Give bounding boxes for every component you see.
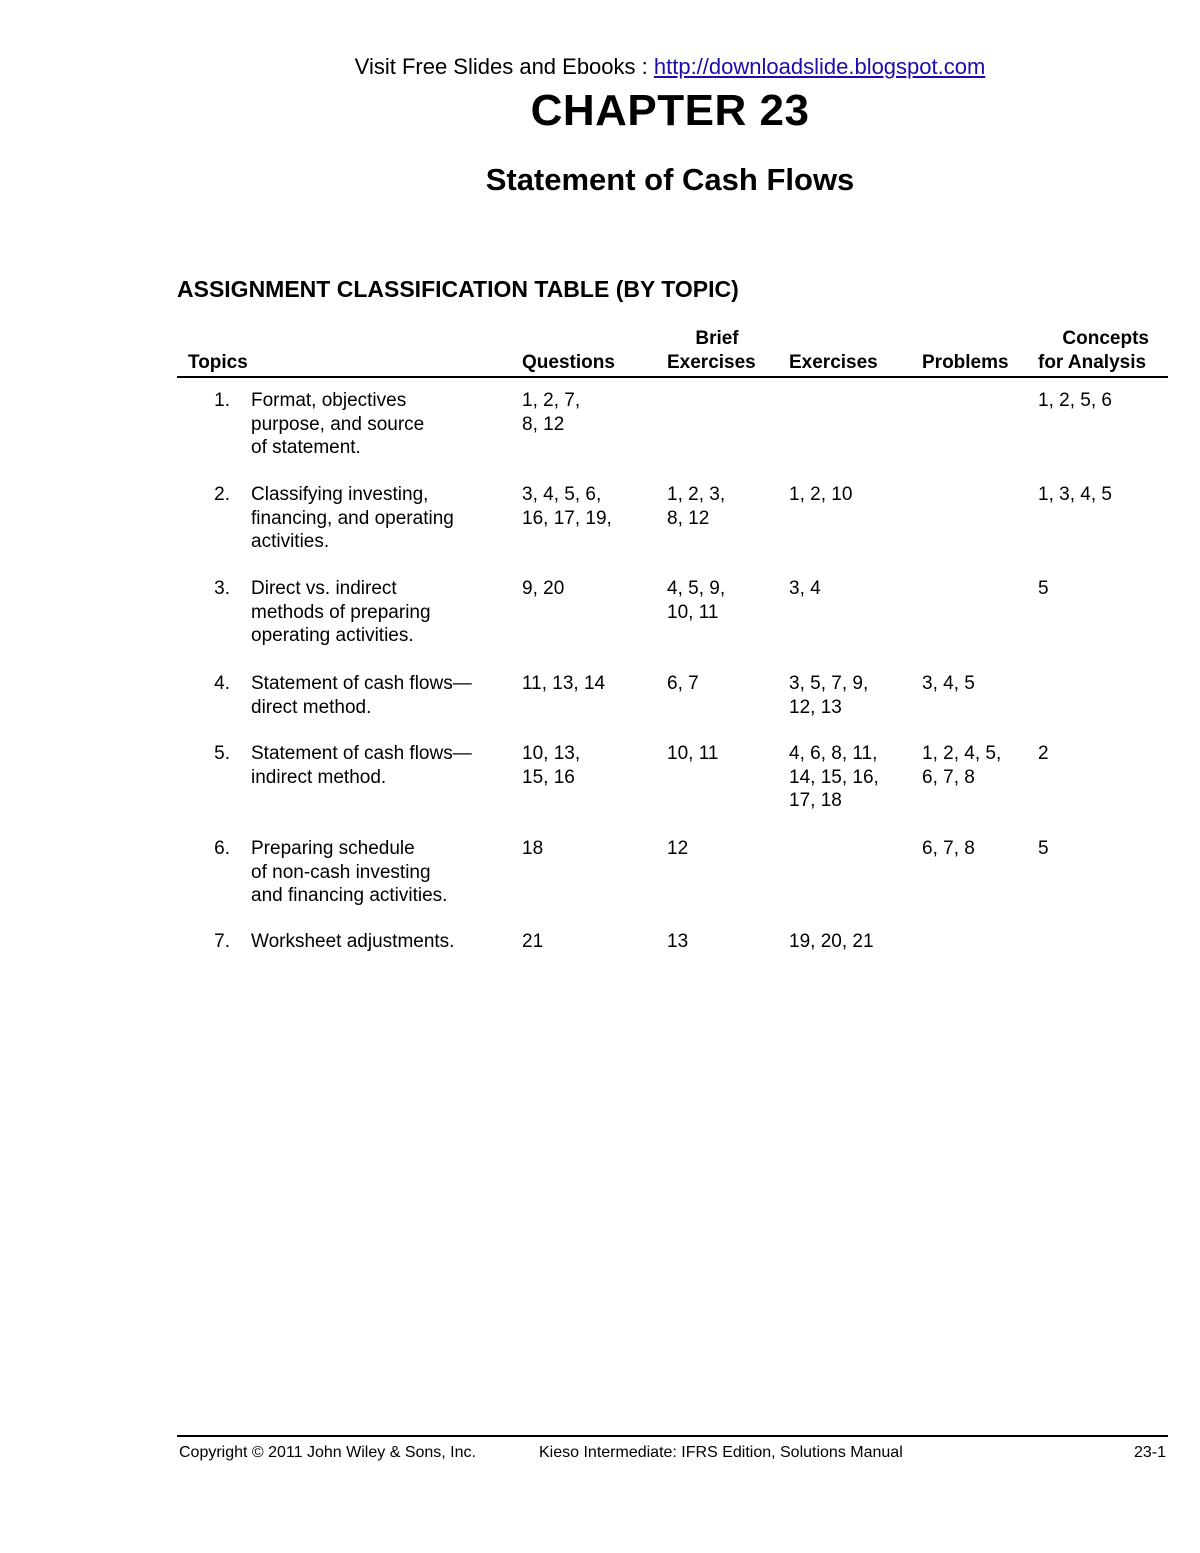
row-questions: 18 bbox=[522, 838, 544, 859]
row-topic: Classifying investing, financing, and operating activities. bbox=[251, 484, 454, 552]
row-questions: 3, 4, 5, 6, 16, 17, 19, bbox=[522, 484, 612, 529]
footer-rule bbox=[177, 1435, 1168, 1437]
download-banner bbox=[0, 54, 1200, 80]
row-topic: Statement of cash flows— indirect method. bbox=[251, 743, 472, 788]
footer-page-number: 23-1 bbox=[1133, 1444, 1166, 1461]
header-brief-top: Brief bbox=[695, 328, 739, 349]
row-brief: 6, 7 bbox=[667, 673, 699, 694]
row-concepts: 5 bbox=[1038, 578, 1049, 599]
row-brief: 1, 2, 3, 8, 12 bbox=[667, 484, 726, 529]
row-questions: 11, 13, 14 bbox=[522, 673, 606, 694]
row-exercises: 3, 4 bbox=[789, 578, 821, 599]
banner-link[interactable]: http://downloadslide.blogspot.com bbox=[653, 54, 986, 79]
row-problems: 1, 2, 4, 5, 6, 7, 8 bbox=[922, 743, 1002, 788]
row-questions: 1, 2, 7, 8, 12 bbox=[522, 390, 581, 435]
row-concepts: 1, 2, 5, 6 bbox=[1038, 390, 1112, 411]
row-exercises: 4, 6, 8, 11, 14, 15, 16, 17, 18 bbox=[789, 743, 879, 811]
row-questions: 9, 20 bbox=[522, 578, 565, 599]
row-number: 1. bbox=[214, 390, 230, 411]
row-exercises: 1, 2, 10 bbox=[789, 484, 853, 505]
row-topic: Worksheet adjustments. bbox=[251, 931, 455, 952]
header-rule bbox=[177, 376, 1168, 378]
row-problems: 3, 4, 5 bbox=[922, 673, 975, 694]
chapter-subtitle: Statement of Cash Flows bbox=[485, 162, 855, 197]
row-topic: Preparing schedule of non-cash investing and financing activities. bbox=[251, 838, 448, 906]
row-brief: 4, 5, 9, 10, 11 bbox=[667, 578, 726, 623]
footer-book-title: Kieso Intermediate: IFRS Edition, Solutions Manual bbox=[539, 1444, 903, 1461]
header-problems: Problems bbox=[922, 352, 1009, 373]
row-number: 6. bbox=[214, 838, 230, 859]
header-topics: Topics bbox=[188, 352, 248, 373]
header-concepts-top: Concepts bbox=[1062, 328, 1149, 349]
banner-text: Visit Free Slides and Ebooks : bbox=[354, 54, 654, 79]
header-questions: Questions bbox=[522, 352, 615, 373]
row-number: 5. bbox=[214, 743, 230, 764]
row-topic: Statement of cash flows— direct method. bbox=[251, 673, 472, 718]
row-questions: 10, 13, 15, 16 bbox=[522, 743, 581, 788]
header-exercises: Exercises bbox=[789, 352, 878, 373]
row-number: 7. bbox=[214, 931, 230, 952]
row-concepts: 1, 3, 4, 5 bbox=[1038, 484, 1112, 505]
row-number: 4. bbox=[214, 673, 230, 694]
row-concepts: 5 bbox=[1038, 838, 1049, 859]
footer-copyright: Copyright © 2011 John Wiley & Sons, Inc. bbox=[179, 1444, 476, 1461]
row-topic: Format, objectives purpose, and source of statement. bbox=[251, 390, 425, 458]
row-number: 2. bbox=[214, 484, 230, 505]
row-questions: 21 bbox=[522, 931, 544, 952]
row-concepts: 2 bbox=[1038, 743, 1049, 764]
row-brief: 13 bbox=[667, 931, 689, 952]
header-concepts-bottom: for Analysis bbox=[1038, 352, 1147, 373]
header-brief-bottom: Exercises bbox=[667, 352, 756, 373]
chapter-title: CHAPTER 23 bbox=[530, 86, 810, 135]
row-topic: Direct vs. indirect methods of preparing operating activities. bbox=[251, 578, 431, 646]
row-number: 3. bbox=[214, 578, 230, 599]
row-problems: 6, 7, 8 bbox=[922, 838, 975, 859]
row-exercises: 3, 5, 7, 9, 12, 13 bbox=[789, 673, 869, 718]
row-brief: 10, 11 bbox=[667, 743, 719, 764]
row-brief: 12 bbox=[667, 838, 689, 859]
section-heading: ASSIGNMENT CLASSIFICATION TABLE (BY TOPIC) bbox=[177, 276, 739, 302]
row-exercises: 19, 20, 21 bbox=[789, 931, 874, 952]
